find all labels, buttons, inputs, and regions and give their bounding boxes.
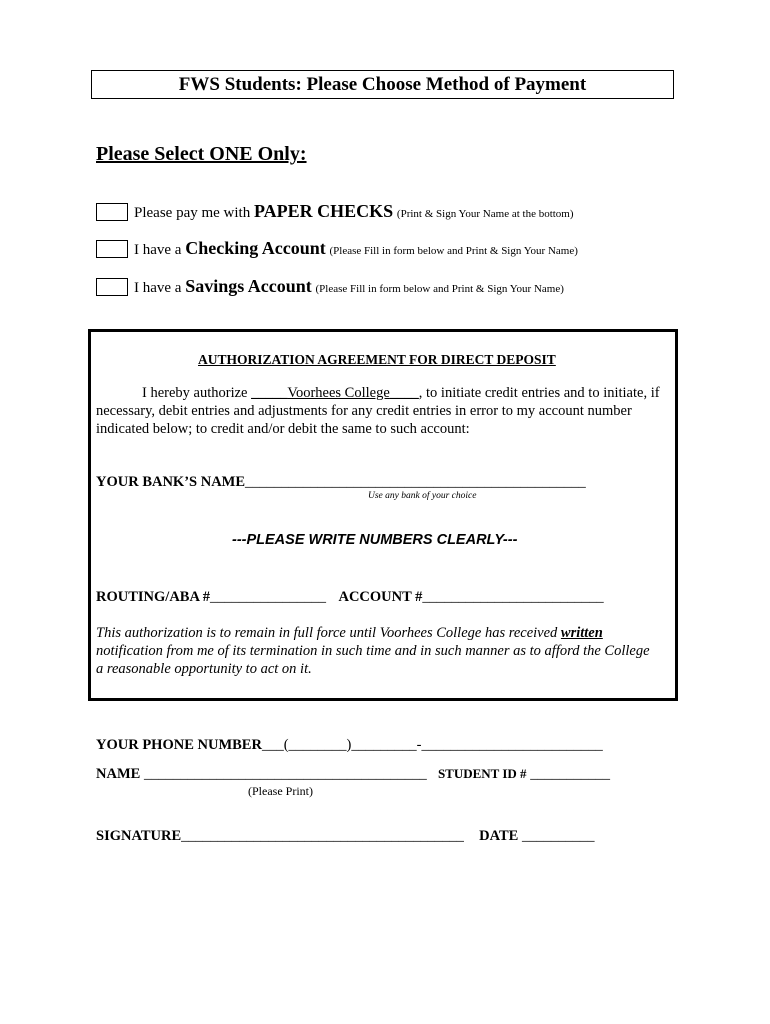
print-hint: (Please Print) (248, 784, 313, 798)
date-line[interactable]: __________ (518, 828, 595, 844)
option-note: (Please Fill in form below and Print & Sign Your Name) (329, 245, 578, 257)
savings-account-checkbox[interactable] (96, 278, 128, 296)
option-savings-account (134, 276, 564, 297)
date-label: DATE (479, 828, 519, 844)
option-prefix: I have a (134, 280, 182, 296)
authorization-title: AUTHORIZATION AGREEMENT FOR DIRECT DEPOSIT (198, 352, 556, 367)
write-clearly-notice: ---PLEASE WRITE NUMBERS CLEARLY--- (232, 532, 518, 548)
option-strong: Checking Account (185, 238, 326, 258)
auth-text-start: I hereby authorize (142, 385, 252, 401)
routing-number-line[interactable]: ________________ (210, 589, 327, 605)
signature-line[interactable]: _______________________________________ (181, 828, 464, 844)
select-heading: Please Select ONE Only: (96, 143, 307, 165)
auth-text-rest: , to initiate credit entries and to initiate, if necessary, debit entries and adjustments for any credit entries in error to my account number indicated below; to credit and/or debit the same to such account: (96, 385, 660, 437)
form-title: FWS Students: Please Choose Method of Payment (91, 70, 674, 99)
name-line[interactable]: _______________________________________ (140, 766, 427, 782)
option-prefix: Please pay me with (134, 205, 251, 221)
authorization-paragraph (96, 384, 672, 438)
option-strong: PAPER CHECKS (253, 201, 394, 221)
phone-label: YOUR PHONE NUMBER (96, 737, 262, 753)
account-label: ACCOUNT # (338, 589, 423, 605)
student-id-label: STUDENT ID # (437, 766, 527, 781)
bank-name-field[interactable] (96, 474, 586, 491)
option-note: (Print & Sign Your Name at the bottom) (396, 208, 574, 220)
phone-number-field[interactable] (96, 737, 603, 754)
auth-blank-pre: _____ (251, 385, 288, 401)
terms-written: written (560, 625, 603, 641)
signature-row (96, 828, 594, 845)
signature-label: SIGNATURE (96, 828, 182, 844)
terms-pre: This authorization is to remain in full force until Voorhees College has received (96, 625, 561, 641)
option-checking-account (134, 238, 578, 259)
auth-blank-post: ____ (389, 385, 419, 401)
bank-name-label: YOUR BANK’S NAME (96, 474, 246, 490)
bank-name-hint: Use any bank of your choice (368, 491, 477, 501)
option-paper-checks (134, 201, 574, 222)
option-note: (Please Fill in form below and Print & Sign Your Name) (315, 283, 564, 295)
paper-checks-checkbox[interactable] (96, 203, 128, 221)
student-id-line[interactable]: ___________ (526, 766, 610, 782)
option-prefix: I have a (134, 242, 182, 258)
routing-label: ROUTING/ABA # (96, 589, 211, 605)
authorization-terms (96, 624, 656, 678)
terms-post: notification from me of its termination in such time and in such manner as to afford the College a reasonable opportunity to act on it. (96, 643, 650, 677)
name-label: NAME (96, 766, 141, 782)
checking-account-checkbox[interactable] (96, 240, 128, 258)
college-name: Voorhees College (287, 385, 390, 401)
routing-account-row (96, 589, 604, 606)
bank-name-line[interactable]: _______________________________________________ (245, 474, 586, 490)
account-number-line[interactable]: _________________________ (422, 589, 604, 605)
option-strong: Savings Account (185, 276, 312, 296)
name-row (96, 766, 610, 783)
phone-line[interactable]: ___(________)_________-_________________________ (261, 737, 603, 753)
